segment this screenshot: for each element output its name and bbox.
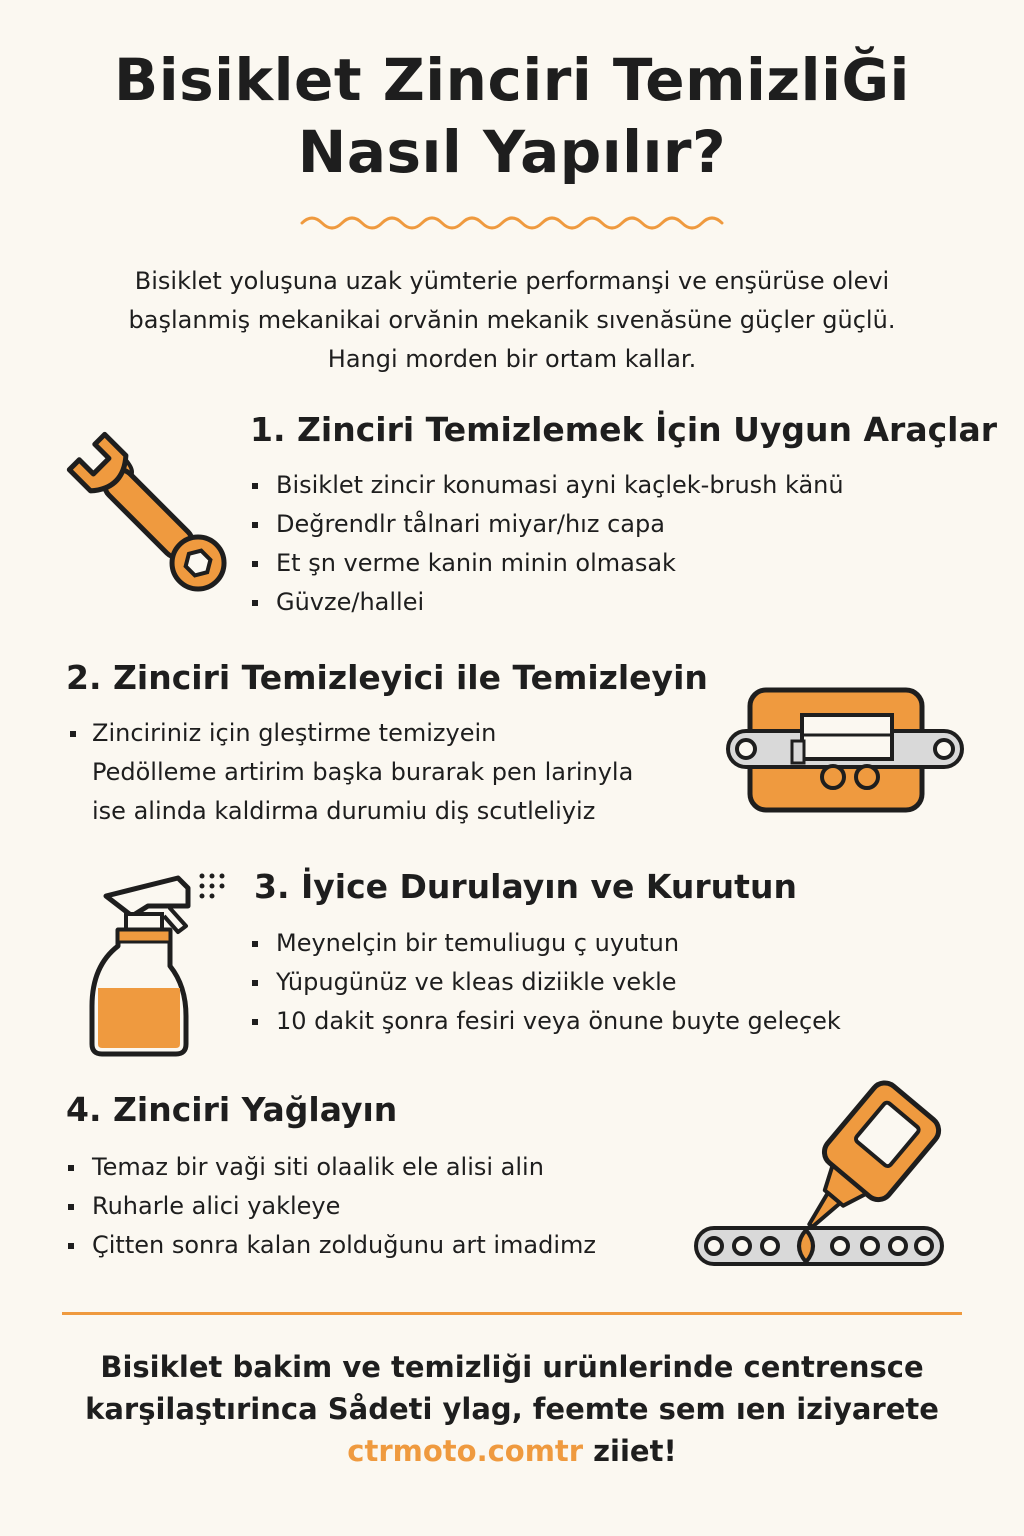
intro-text: [60, 262, 964, 379]
section-1-title: 1. Zinciri Temizlemek İçin Uygun Araçlar: [250, 410, 998, 449]
section-2-title: 2. Zinciri Temizleyici ile Temizleyin: [66, 658, 708, 697]
title-line-2: Nasıl Yapılır?: [297, 118, 727, 186]
section-3-title: 3. İyice Durulayın ve Kurutun: [254, 867, 797, 906]
list-item: Bisiklet zincir konumasi ayni kaçlek-brush känü: [250, 466, 844, 505]
intro-line-3: Hangi morden bir ortam kallar.: [327, 345, 697, 373]
section-4-list: [66, 1148, 596, 1265]
list-item: Güvze/hallei: [250, 583, 844, 622]
intro-line-2: başlanmiş mekanikai orvănin mekanik sıvenăsüne güçler güçlü.: [128, 306, 896, 334]
page-title: [0, 44, 1024, 188]
footer-line-1: Bisiklet bakim ve temizliği urünlerinde centrensce: [100, 1350, 924, 1384]
list-item: Yüpugünüz ve kleas diziikle vekle: [250, 963, 841, 1002]
list-item: Meynelçin bir temuliugu ç uyutun: [250, 924, 841, 963]
section-4-title: 4. Zinciri Yağlayın: [66, 1090, 398, 1129]
list-item: Temaz bir vaği siti olaalik ele alisi alin: [66, 1148, 596, 1187]
section-2-line-2: Pedölleme artirim başka burarak pen larinyla: [92, 758, 634, 786]
wavy-divider: [300, 210, 724, 236]
list-item: Et şn verme kanin minin olmasak: [250, 544, 844, 583]
footer-line-2: karşilaştırinca Sådeti ylag, feemte sem ıen iziyarete: [85, 1392, 939, 1426]
wrench-icon: [60, 420, 230, 595]
footer-line-3: [40, 1430, 984, 1472]
section-1-list: [250, 466, 844, 622]
bullet: [70, 731, 76, 737]
list-item: Çitten sonra kalan zolduğunu art imadimz: [66, 1226, 596, 1265]
chain-cleaner-icon: [720, 685, 970, 815]
list-item: Değrendlr tålnari miyar/hız capa: [250, 505, 844, 544]
section-2-line-1: Zinciriniz için gleştirme temizyein: [92, 719, 497, 747]
section-2-text: [92, 714, 633, 831]
footer-divider: [62, 1312, 962, 1315]
list-item: 10 dakit şonra fesiri veya önune buyte geleçek: [250, 1002, 841, 1041]
footer-suffix: ziiet!: [583, 1434, 677, 1468]
section-3-list: [250, 924, 841, 1041]
footer-text: [40, 1346, 984, 1472]
title-line-1: Bisiklet Zinciri TemizliĞi: [114, 46, 910, 114]
spray-bottle-icon: [88, 866, 238, 1066]
oil-bottle-chain-icon: [690, 1080, 952, 1280]
website-link[interactable]: ctrmoto.comtr: [347, 1434, 584, 1468]
intro-line-1: Bisiklet yoluşuna uzak yümterie performanşi ve enşürüse olevi: [134, 267, 890, 295]
list-item: Ruharle alici yakleye: [66, 1187, 596, 1226]
section-2-line-3: ise alinda kaldirma durumiu diş scutleliyiz: [92, 797, 596, 825]
